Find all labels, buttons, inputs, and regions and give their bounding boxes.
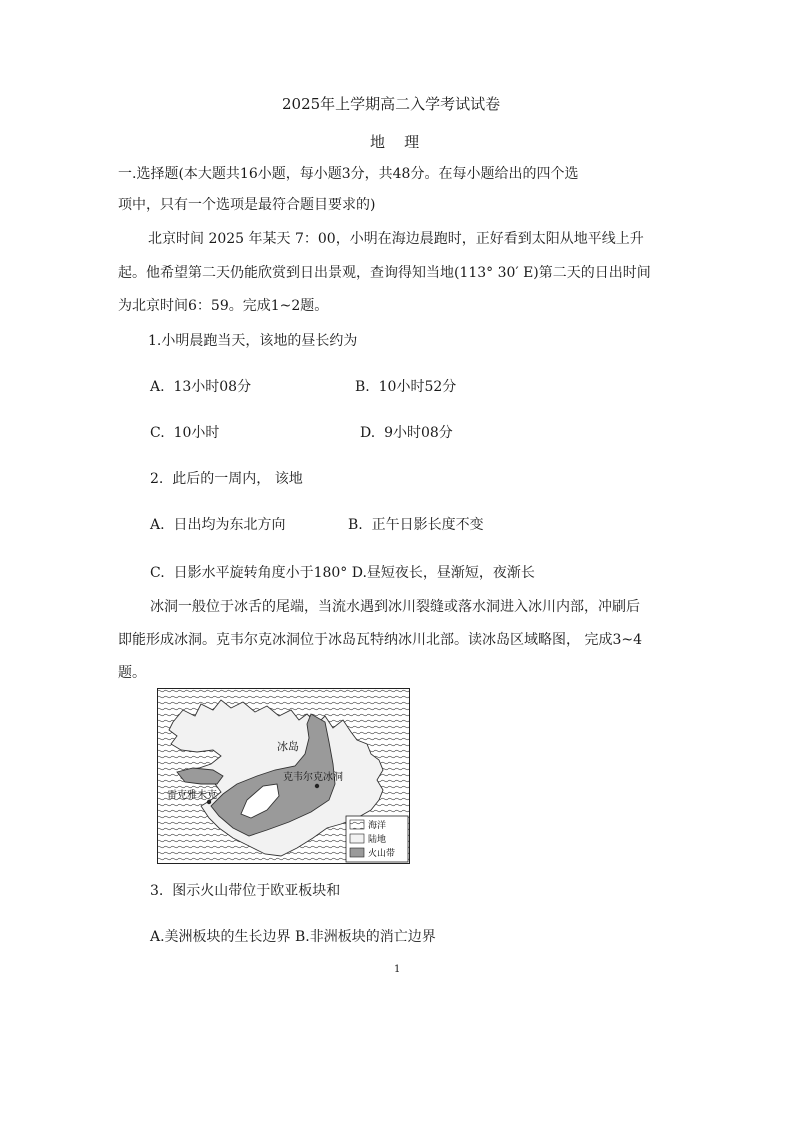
exam-title: 2025年上学期高二入学考试试卷 bbox=[282, 95, 501, 113]
section-instruction-line2: 项中，只有一个选项是最符合题目要求的) bbox=[118, 197, 376, 213]
passage1-line2: 起。他希望第二天仍能欣赏到日出景观，查询得知当地(113° 30′ E)第二天的日出时间 bbox=[118, 265, 651, 281]
question-2-option-cd: C. 日影水平旋转角度小于180° D.昼短夜长，昼渐短，夜渐长 bbox=[150, 565, 535, 581]
ice-cave-marker bbox=[315, 784, 319, 788]
question-3-option-ab: A.美洲板块的生长边界 B.非洲板块的消亡边界 bbox=[150, 929, 436, 945]
legend-label-land: 陆地 bbox=[368, 835, 387, 845]
map-label-reykjavik: 雷克雅未克 bbox=[167, 790, 217, 801]
question-1-option-c: C. 10小时 bbox=[150, 425, 220, 441]
question-1-option-a: A. 13小时08分 bbox=[150, 379, 252, 395]
passage2-line3: 题。 bbox=[118, 665, 146, 681]
question-3-stem: 3. 图示火山带位于欧亚板块和 bbox=[150, 883, 341, 899]
question-1-stem: 1.小明晨跑当天，该地的昼长约为 bbox=[148, 333, 358, 349]
map-label-iceland: 冰岛 bbox=[277, 740, 299, 753]
question-1-option-d: D. 9小时08分 bbox=[360, 425, 453, 441]
passage2-line1: 冰洞一般位于冰舌的尾端，当流水遇到冰川裂缝或落水洞进入冰川内部，冲刷后 bbox=[150, 599, 640, 615]
question-2-option-a: A. 日出均为东北方向 bbox=[150, 517, 286, 533]
question-2-option-b: B. 正午日影长度不变 bbox=[348, 517, 484, 533]
passage2-line2: 即能形成冰洞。克韦尔克冰洞位于冰岛瓦特纳冰川北部。读冰岛区域略图， 完成3~4 bbox=[118, 632, 642, 648]
map-label-ice-cave: 克韦尔克冰洞 bbox=[283, 772, 343, 783]
passage1-line3: 为北京时间6：59。完成1~2题。 bbox=[118, 298, 329, 314]
question-1-option-b: B. 10小时52分 bbox=[355, 379, 457, 395]
map-legend bbox=[346, 816, 408, 862]
passage1-line1: 北京时间 2025 年某天 7：00，小明在海边晨跑时，正好看到太阳从地平线上升 bbox=[148, 231, 644, 247]
legend-label-ocean: 海洋 bbox=[368, 821, 387, 831]
iceland-map bbox=[157, 688, 410, 864]
section-instruction-line1: 一.选择题(本大题共16小题，每小题3分，共48分。在每小题给出的四个选 bbox=[118, 166, 579, 182]
legend-label-volcanic: 火山带 bbox=[368, 849, 396, 859]
question-2-stem: 2. 此后的一周内， 该地 bbox=[150, 471, 303, 487]
legend-swatch-land bbox=[350, 834, 364, 843]
legend-swatch-ocean bbox=[350, 820, 364, 829]
legend-swatch-volcanic bbox=[350, 848, 364, 857]
subject-title: 地 理 bbox=[370, 133, 420, 151]
page-number: 1 bbox=[394, 964, 401, 975]
